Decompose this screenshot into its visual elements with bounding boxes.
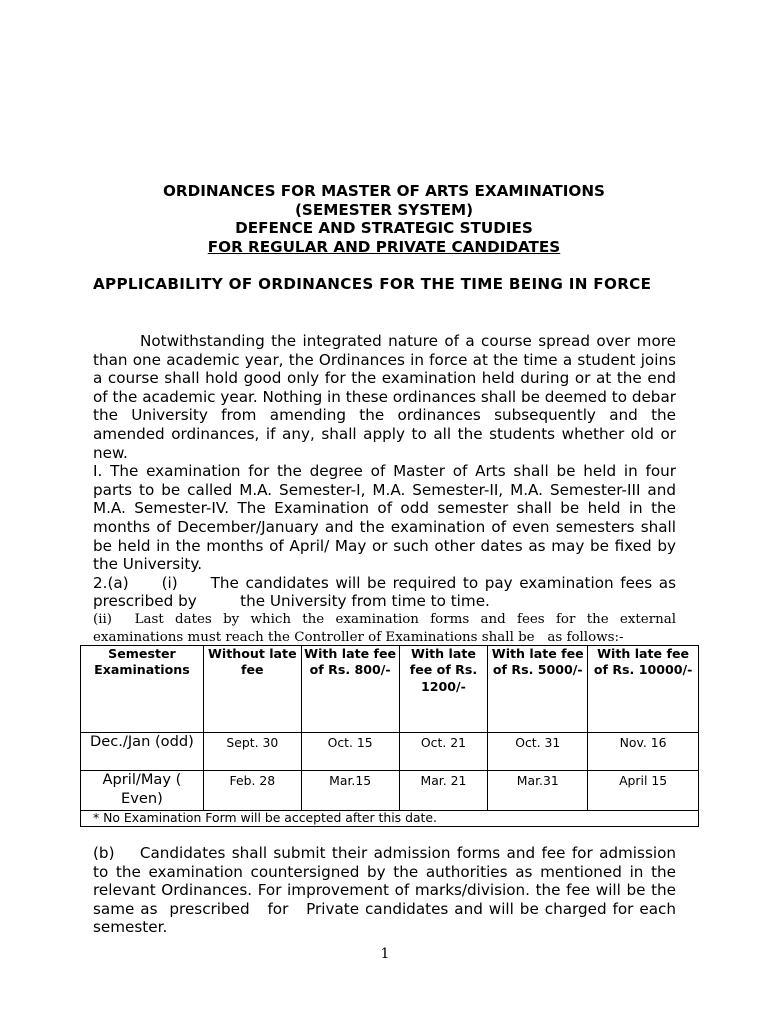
table-cell: April 15 bbox=[588, 771, 699, 811]
column-header: With late fee of Rs. 800/- bbox=[301, 646, 399, 733]
table-cell: Mar.31 bbox=[488, 771, 588, 811]
table-cell: Mar.15 bbox=[301, 771, 399, 811]
paragraph-fees: 2.(a) (i) The candidates will be required to pay examination fees as prescribed by the University from time to time. bbox=[93, 573, 681, 611]
table-cell: Mar. 21 bbox=[399, 771, 488, 811]
table-cell: Oct. 15 bbox=[301, 733, 399, 771]
title-line-3: DEFENCE AND STRATEGIC STUDIES bbox=[235, 219, 533, 237]
table-cell: Dec./Jan (odd) bbox=[81, 733, 204, 771]
table-cell: Feb. 28 bbox=[203, 771, 301, 811]
section-heading: APPLICABILITY OF ORDINANCES FOR THE TIME BEING IN FORCE bbox=[93, 275, 652, 293]
paragraph-applicability: Notwithstanding the integrated nature of a course spread over more than one academic year, the Ordinances in force at the time a student joins a course shall hold good only for the examination held during or at the end of the academic year. Nothing in these ordinances shall be deemed to debar the University from amending the ordinances subsequently and the amended ordinances, if any, shall apply to all the students whether old or new. bbox=[93, 332, 676, 462]
paragraph-examination-parts: I. The examination for the degree of Master of Arts shall be held in four parts to be called M.A. Semester-I, M.A. Semester-II, M.A. Semester-III and M.A. Semester-IV. The Examination of odd semester shall be held in the months of December/January and the examination of even semesters shall be held in the months of April/ May or such other dates as may be fixed by the University. bbox=[93, 462, 681, 574]
table-cell: Sept. 30 bbox=[203, 733, 301, 771]
paragraph-last-dates: (ii) Last dates by which the examination forms and fees for the external examinations must reach the Controller of Examinations shall be as follows:- bbox=[93, 611, 685, 645]
column-header: With late fee of Rs. 10000/- bbox=[588, 646, 699, 733]
table-row bbox=[81, 733, 699, 771]
page-number: 1 bbox=[380, 946, 390, 962]
table-row bbox=[81, 771, 699, 811]
body-text bbox=[93, 332, 685, 647]
title-line-4: FOR REGULAR AND PRIVATE CANDIDATES bbox=[207, 237, 561, 256]
table-note-row bbox=[81, 811, 699, 827]
column-header: Without late fee bbox=[203, 646, 301, 733]
column-header: With late fee of Rs. 5000/- bbox=[488, 646, 588, 733]
table-header-row bbox=[81, 646, 699, 733]
document-title-block bbox=[92, 182, 676, 256]
body-text-b bbox=[93, 844, 681, 937]
title-line-1: ORDINANCES FOR MASTER OF ARTS EXAMINATIONS bbox=[163, 182, 605, 200]
column-header: Semester Examinations bbox=[81, 646, 204, 733]
table-footnote: * No Examination Form will be accepted after this date. bbox=[81, 811, 699, 827]
paragraph-admission-forms: (b) Candidates shall submit their admission forms and fee for admission to the examination countersigned by the authorities as mentioned in the relevant Ordinances. For improvement of marks/division. the fee will be the same as prescribed for Private candidates and will be charged for each semester. bbox=[93, 844, 681, 937]
title-line-2: (SEMESTER SYSTEM) bbox=[294, 200, 474, 219]
table-cell: Nov. 16 bbox=[588, 733, 699, 771]
table-cell: Oct. 21 bbox=[399, 733, 488, 771]
table-cell: Oct. 31 bbox=[488, 733, 588, 771]
fee-schedule-table bbox=[80, 645, 699, 827]
column-header: With late fee of Rs. 1200/- bbox=[399, 646, 488, 733]
table-cell: April/May ( Even) bbox=[81, 771, 204, 811]
